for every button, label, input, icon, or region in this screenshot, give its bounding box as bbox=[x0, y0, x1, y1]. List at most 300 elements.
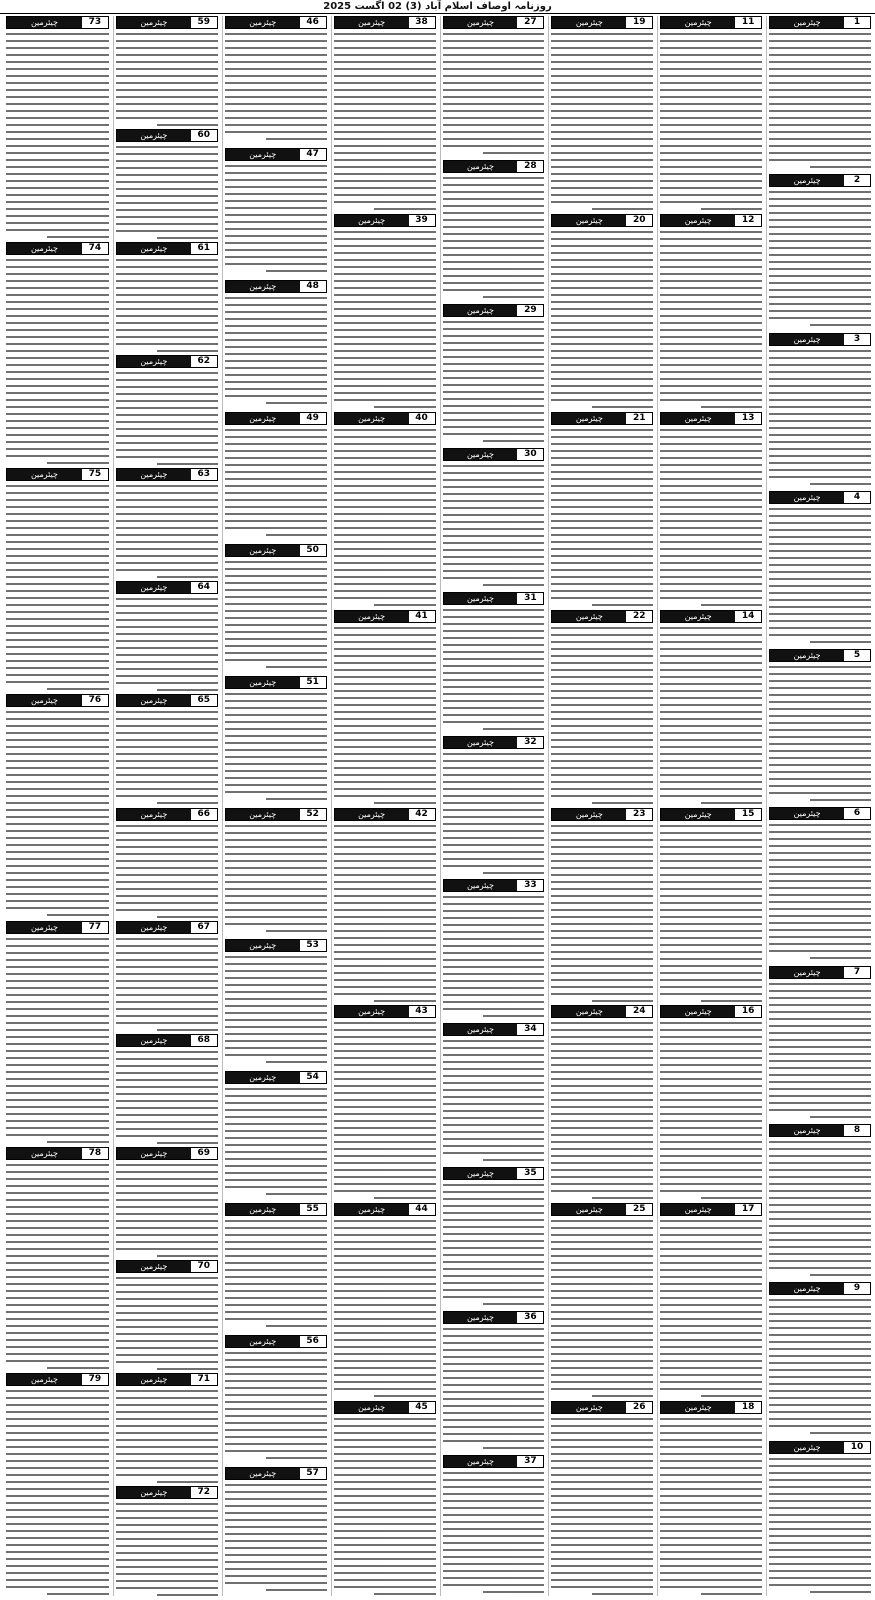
ad-label: چیئرمین bbox=[7, 469, 82, 480]
ad-label: چیئرمین bbox=[552, 1402, 626, 1413]
ad-body-text bbox=[769, 31, 871, 171]
ad-header-bar bbox=[660, 1005, 762, 1018]
ad-body-text bbox=[116, 1501, 218, 1596]
ad-header-bar bbox=[769, 491, 871, 504]
ad-header-bar bbox=[334, 1005, 436, 1018]
ad-number: 64 bbox=[191, 582, 217, 593]
ad-number: 53 bbox=[300, 940, 326, 951]
classified-ad bbox=[116, 468, 218, 578]
ad-number: 76 bbox=[82, 695, 108, 706]
classified-ad bbox=[116, 1373, 218, 1483]
ad-header-bar bbox=[116, 581, 218, 594]
ad-label: چیئرمین bbox=[226, 149, 300, 160]
ad-header-bar bbox=[660, 808, 762, 821]
ad-body-text bbox=[334, 427, 436, 607]
ad-body-text bbox=[116, 370, 218, 465]
ad-header-bar bbox=[334, 214, 436, 227]
classified-ad bbox=[443, 16, 545, 157]
ad-header-bar bbox=[551, 214, 653, 227]
ad-column bbox=[4, 16, 109, 1596]
ad-header-bar bbox=[551, 1005, 653, 1018]
ad-body-text bbox=[769, 981, 871, 1121]
ad-label: چیئرمین bbox=[770, 1283, 844, 1294]
ad-number: 60 bbox=[191, 130, 217, 141]
ad-label: چیئرمین bbox=[335, 1006, 409, 1017]
ad-number: 47 bbox=[300, 149, 326, 160]
ad-header-bar bbox=[551, 16, 653, 29]
ad-number: 11 bbox=[735, 17, 761, 28]
ad-body-text bbox=[334, 1020, 436, 1200]
ad-body-text bbox=[225, 1086, 327, 1200]
ad-number: 48 bbox=[300, 281, 326, 292]
ad-header-bar bbox=[116, 808, 218, 821]
classified-ad bbox=[334, 610, 436, 805]
ad-label: چیئرمین bbox=[444, 161, 518, 172]
ad-header-bar bbox=[334, 1203, 436, 1216]
ad-body-text bbox=[660, 1416, 762, 1596]
ad-label: چیئرمین bbox=[661, 413, 735, 424]
ad-number: 30 bbox=[517, 449, 543, 460]
ad-header-bar bbox=[225, 412, 327, 425]
classified-ad bbox=[443, 1455, 545, 1596]
ad-number: 3 bbox=[844, 334, 870, 345]
ad-header-bar bbox=[660, 610, 762, 623]
classified-ad bbox=[443, 304, 545, 445]
ad-number: 19 bbox=[626, 17, 652, 28]
ad-body-text bbox=[551, 1218, 653, 1398]
classified-ad bbox=[116, 1147, 218, 1257]
classified-ad bbox=[660, 808, 762, 1003]
ad-body-text bbox=[225, 1482, 327, 1596]
ad-header-bar bbox=[116, 129, 218, 142]
ad-label: چیئرمین bbox=[552, 611, 626, 622]
ad-header-bar bbox=[116, 242, 218, 255]
ad-label: چیئرمین bbox=[7, 695, 82, 706]
ad-label: چیئرمین bbox=[117, 922, 191, 933]
classified-ad bbox=[551, 1005, 653, 1200]
ad-number: 55 bbox=[300, 1204, 326, 1215]
ad-label: چیئرمین bbox=[335, 611, 409, 622]
ad-body-text bbox=[660, 229, 762, 409]
ad-number: 24 bbox=[626, 1006, 652, 1017]
ad-header-bar bbox=[116, 921, 218, 934]
ad-number: 56 bbox=[300, 1336, 326, 1347]
ad-header-bar bbox=[6, 1373, 109, 1386]
ad-header-bar bbox=[769, 807, 871, 820]
ad-label: چیئرمین bbox=[552, 413, 626, 424]
ad-body-text bbox=[769, 822, 871, 962]
ad-number: 59 bbox=[191, 17, 217, 28]
ad-header-bar bbox=[116, 468, 218, 481]
ad-number: 62 bbox=[191, 356, 217, 367]
ad-header-bar bbox=[551, 808, 653, 821]
ad-number: 20 bbox=[626, 215, 652, 226]
ad-number: 14 bbox=[735, 611, 761, 622]
classified-ad bbox=[769, 1441, 871, 1596]
ad-body-text bbox=[6, 31, 109, 239]
ad-body-text bbox=[660, 427, 762, 607]
ad-label: چیئرمین bbox=[770, 17, 844, 28]
ad-number: 2 bbox=[844, 175, 870, 186]
ad-header-bar bbox=[225, 808, 327, 821]
ad-header-bar bbox=[334, 610, 436, 623]
ad-header-bar bbox=[225, 1071, 327, 1084]
classified-ad bbox=[225, 1203, 327, 1332]
ad-body-text bbox=[6, 257, 109, 465]
classified-ad bbox=[116, 242, 218, 352]
ad-label: چیئرمین bbox=[335, 1204, 409, 1215]
ad-header-bar bbox=[116, 355, 218, 368]
ad-header-bar bbox=[443, 1023, 545, 1036]
ad-header-bar bbox=[116, 16, 218, 29]
ad-body-text bbox=[116, 144, 218, 239]
ad-header-bar bbox=[769, 1282, 871, 1295]
ad-label: چیئرمین bbox=[552, 17, 626, 28]
classified-ad bbox=[443, 160, 545, 301]
ad-number: 36 bbox=[517, 1312, 543, 1323]
ad-header-bar bbox=[660, 412, 762, 425]
ad-label: چیئرمین bbox=[7, 243, 82, 254]
ad-header-bar bbox=[225, 939, 327, 952]
ad-number: 32 bbox=[517, 737, 543, 748]
ad-number: 15 bbox=[735, 809, 761, 820]
classified-ad bbox=[334, 16, 436, 211]
ad-number: 38 bbox=[409, 17, 435, 28]
ad-header-bar bbox=[660, 214, 762, 227]
ad-header-bar bbox=[225, 1335, 327, 1348]
classified-ad bbox=[769, 649, 871, 804]
ad-number: 17 bbox=[735, 1204, 761, 1215]
ad-body-text bbox=[551, 427, 653, 607]
ad-label: چیئرمین bbox=[7, 17, 82, 28]
ad-body-text bbox=[551, 31, 653, 211]
ad-body-text bbox=[660, 31, 762, 211]
ad-header-bar bbox=[6, 242, 109, 255]
ad-body-text bbox=[443, 1470, 545, 1596]
ad-label: چیئرمین bbox=[444, 17, 518, 28]
ad-body-text bbox=[116, 1275, 218, 1370]
ad-header-bar bbox=[443, 736, 545, 749]
ad-body-text bbox=[6, 1162, 109, 1370]
ad-header-bar bbox=[116, 1147, 218, 1160]
ad-body-text bbox=[769, 348, 871, 488]
classified-ad bbox=[769, 807, 871, 962]
ad-label: چیئرمین bbox=[226, 281, 300, 292]
ad-body-text bbox=[551, 1416, 653, 1596]
ad-number: 44 bbox=[409, 1204, 435, 1215]
ad-body-text bbox=[660, 1218, 762, 1398]
ad-number: 31 bbox=[517, 593, 543, 604]
ad-label: چیئرمین bbox=[770, 808, 844, 819]
ad-header-bar bbox=[443, 448, 545, 461]
ad-header-bar bbox=[334, 412, 436, 425]
ad-label: چیئرمین bbox=[226, 1072, 300, 1083]
ad-body-text bbox=[334, 625, 436, 805]
classified-ad bbox=[116, 16, 218, 126]
ad-body-text bbox=[225, 691, 327, 805]
ad-header-bar bbox=[443, 592, 545, 605]
classified-ad bbox=[769, 174, 871, 329]
ad-number: 9 bbox=[844, 1283, 870, 1294]
ad-label: چیئرمین bbox=[117, 1487, 191, 1498]
ad-header-bar bbox=[6, 694, 109, 707]
ad-number: 74 bbox=[82, 243, 108, 254]
classified-ad bbox=[551, 808, 653, 1003]
ad-label: چیئرمین bbox=[770, 492, 844, 503]
ad-number: 34 bbox=[517, 1024, 543, 1035]
ad-number: 71 bbox=[191, 1374, 217, 1385]
classified-ad bbox=[225, 280, 327, 409]
ad-body-text bbox=[225, 427, 327, 541]
ad-body-text bbox=[116, 596, 218, 691]
ad-number: 25 bbox=[626, 1204, 652, 1215]
ad-column bbox=[548, 16, 653, 1596]
ad-label: چیئرمین bbox=[335, 809, 409, 820]
ad-body-text bbox=[334, 1218, 436, 1398]
ad-number: 52 bbox=[300, 809, 326, 820]
classified-ad bbox=[551, 610, 653, 805]
ad-body-text bbox=[334, 31, 436, 211]
classified-ad bbox=[660, 1005, 762, 1200]
ad-number: 22 bbox=[626, 611, 652, 622]
ad-label: چیئرمین bbox=[335, 215, 409, 226]
ad-label: چیئرمین bbox=[117, 243, 191, 254]
ad-label: چیئرمین bbox=[226, 940, 300, 951]
classified-ad bbox=[225, 1335, 327, 1464]
ad-label: چیئرمین bbox=[661, 1402, 735, 1413]
ad-number: 27 bbox=[517, 17, 543, 28]
ad-label: چیئرمین bbox=[444, 1168, 518, 1179]
ad-number: 28 bbox=[517, 161, 543, 172]
classified-ad bbox=[225, 808, 327, 937]
ad-header-bar bbox=[551, 610, 653, 623]
ad-header-bar bbox=[769, 966, 871, 979]
ad-label: چیئرمین bbox=[7, 1148, 82, 1159]
ad-body-text bbox=[551, 229, 653, 409]
classified-ad bbox=[769, 16, 871, 171]
ad-body-text bbox=[769, 506, 871, 646]
ad-header-bar bbox=[769, 1441, 871, 1454]
ad-column bbox=[113, 16, 218, 1596]
ad-header-bar bbox=[443, 16, 545, 29]
ad-number: 50 bbox=[300, 545, 326, 556]
ad-body-text bbox=[443, 319, 545, 445]
classified-ad bbox=[225, 676, 327, 805]
ad-header-bar bbox=[551, 412, 653, 425]
ad-body-text bbox=[334, 1416, 436, 1596]
ad-label: چیئرمین bbox=[770, 334, 844, 345]
ad-header-bar bbox=[660, 16, 762, 29]
ad-column bbox=[657, 16, 762, 1596]
ad-number: 57 bbox=[300, 1468, 326, 1479]
ad-number: 40 bbox=[409, 413, 435, 424]
ad-body-text bbox=[6, 483, 109, 691]
ad-number: 49 bbox=[300, 413, 326, 424]
ad-header-bar bbox=[660, 1203, 762, 1216]
ad-body-text bbox=[443, 175, 545, 301]
ad-number: 51 bbox=[300, 677, 326, 688]
ad-header-bar bbox=[334, 16, 436, 29]
classified-ad bbox=[225, 16, 327, 145]
ad-header-bar bbox=[225, 544, 327, 557]
ad-body-text bbox=[225, 954, 327, 1068]
classified-ad bbox=[769, 491, 871, 646]
classified-ad bbox=[443, 879, 545, 1020]
ad-number: 65 bbox=[191, 695, 217, 706]
ad-body-text bbox=[6, 1388, 109, 1596]
ad-number: 61 bbox=[191, 243, 217, 254]
ad-label: چیئرمین bbox=[226, 545, 300, 556]
classified-ad bbox=[116, 581, 218, 691]
ad-body-text bbox=[6, 709, 109, 917]
ad-body-text bbox=[443, 1326, 545, 1452]
ad-number: 42 bbox=[409, 809, 435, 820]
classified-ad bbox=[769, 1124, 871, 1279]
ad-label: چیئرمین bbox=[770, 1442, 844, 1453]
ad-body-text bbox=[551, 625, 653, 805]
classified-ad bbox=[6, 16, 109, 239]
ad-header-bar bbox=[769, 333, 871, 346]
ad-body-text bbox=[225, 1350, 327, 1464]
classified-ad bbox=[443, 1023, 545, 1164]
ad-header-bar bbox=[443, 879, 545, 892]
ad-number: 21 bbox=[626, 413, 652, 424]
classified-ad bbox=[116, 921, 218, 1031]
ad-header-bar bbox=[225, 676, 327, 689]
ad-number: 37 bbox=[517, 1456, 543, 1467]
ad-body-text bbox=[769, 189, 871, 329]
classified-ad bbox=[334, 412, 436, 607]
ad-number: 18 bbox=[735, 1402, 761, 1413]
classified-ad bbox=[116, 1260, 218, 1370]
ad-label: چیئرمین bbox=[117, 1035, 191, 1046]
ad-body-text bbox=[443, 894, 545, 1020]
classified-ad bbox=[334, 1401, 436, 1596]
ad-number: 7 bbox=[844, 967, 870, 978]
ad-body-text bbox=[769, 664, 871, 804]
ad-number: 67 bbox=[191, 922, 217, 933]
ad-header-bar bbox=[225, 1467, 327, 1480]
ad-number: 33 bbox=[517, 880, 543, 891]
classified-ad bbox=[116, 1486, 218, 1596]
ad-label: چیئرمین bbox=[7, 1374, 82, 1385]
ad-label: چیئرمین bbox=[661, 1204, 735, 1215]
ad-header-bar bbox=[443, 304, 545, 317]
ad-body-text bbox=[116, 483, 218, 578]
classified-ad bbox=[6, 242, 109, 465]
ad-number: 4 bbox=[844, 492, 870, 503]
ad-label: چیئرمین bbox=[444, 1024, 518, 1035]
ad-header-bar bbox=[225, 148, 327, 161]
ad-label: چیئرمین bbox=[444, 1456, 518, 1467]
ad-number: 45 bbox=[409, 1402, 435, 1413]
classified-ad bbox=[443, 448, 545, 589]
ad-body-text bbox=[225, 823, 327, 937]
ad-body-text bbox=[116, 823, 218, 918]
ad-label: چیئرمین bbox=[117, 130, 191, 141]
ad-header-bar bbox=[443, 1455, 545, 1468]
ad-label: چیئرمین bbox=[226, 809, 300, 820]
ad-number: 73 bbox=[82, 17, 108, 28]
ad-label: چیئرمین bbox=[117, 582, 191, 593]
ad-header-bar bbox=[443, 1167, 545, 1180]
ad-label: چیئرمین bbox=[117, 1261, 191, 1272]
classified-ad bbox=[225, 1071, 327, 1200]
classified-ad bbox=[443, 592, 545, 733]
ad-label: چیئرمین bbox=[770, 967, 844, 978]
ad-label: چیئرمین bbox=[661, 611, 735, 622]
classified-ad bbox=[334, 214, 436, 409]
classified-ad bbox=[443, 736, 545, 877]
ad-number: 72 bbox=[191, 1487, 217, 1498]
ad-number: 46 bbox=[300, 17, 326, 28]
ad-label: چیئرمین bbox=[335, 17, 409, 28]
classified-ad bbox=[116, 808, 218, 918]
ad-label: چیئرمین bbox=[226, 677, 300, 688]
ad-label: چیئرمین bbox=[444, 593, 518, 604]
ad-body-text bbox=[334, 229, 436, 409]
ad-label: چیئرمین bbox=[117, 1148, 191, 1159]
ad-label: چیئرمین bbox=[661, 215, 735, 226]
ad-number: 10 bbox=[844, 1442, 870, 1453]
ad-label: چیئرمین bbox=[770, 1125, 844, 1136]
ad-number: 66 bbox=[191, 809, 217, 820]
ad-label: چیئرمین bbox=[552, 1204, 626, 1215]
ad-body-text bbox=[660, 625, 762, 805]
classified-ad bbox=[116, 355, 218, 465]
ad-label: چیئرمین bbox=[117, 1374, 191, 1385]
classified-ad bbox=[6, 468, 109, 691]
ad-number: 1 bbox=[844, 17, 870, 28]
ad-label: چیئرمین bbox=[444, 1312, 518, 1323]
ad-number: 29 bbox=[517, 305, 543, 316]
ad-label: چیئرمین bbox=[770, 175, 844, 186]
classified-ad bbox=[551, 1401, 653, 1596]
ad-label: چیئرمین bbox=[117, 469, 191, 480]
ad-label: چیئرمین bbox=[661, 1006, 735, 1017]
ad-label: چیئرمین bbox=[335, 413, 409, 424]
ad-header-bar bbox=[769, 16, 871, 29]
ad-label: چیئرمین bbox=[552, 809, 626, 820]
ad-header-bar bbox=[334, 1401, 436, 1414]
ad-number: 79 bbox=[82, 1374, 108, 1385]
ad-label: چیئرمین bbox=[444, 737, 518, 748]
ad-body-text bbox=[551, 1020, 653, 1200]
ad-label: چیئرمین bbox=[444, 305, 518, 316]
ad-body-text bbox=[551, 823, 653, 1003]
ad-number: 75 bbox=[82, 469, 108, 480]
classified-ad bbox=[443, 1311, 545, 1452]
ad-body-text bbox=[116, 709, 218, 804]
classified-ad bbox=[6, 921, 109, 1144]
ad-number: 78 bbox=[82, 1148, 108, 1159]
classified-ad bbox=[551, 16, 653, 211]
classified-ad bbox=[225, 148, 327, 277]
ad-body-text bbox=[6, 936, 109, 1144]
ad-label: چیئرمین bbox=[552, 1006, 626, 1017]
ad-header-bar bbox=[443, 160, 545, 173]
classified-ad bbox=[660, 16, 762, 211]
ad-header-bar bbox=[443, 1311, 545, 1324]
ad-label: چیئرمین bbox=[117, 695, 191, 706]
ad-body-text bbox=[116, 1388, 218, 1483]
ad-number: 16 bbox=[735, 1006, 761, 1017]
ad-body-text bbox=[334, 823, 436, 1003]
ad-header-bar bbox=[6, 16, 109, 29]
classified-ad bbox=[551, 214, 653, 409]
classified-ad bbox=[225, 544, 327, 673]
ad-label: چیئرمین bbox=[444, 449, 518, 460]
